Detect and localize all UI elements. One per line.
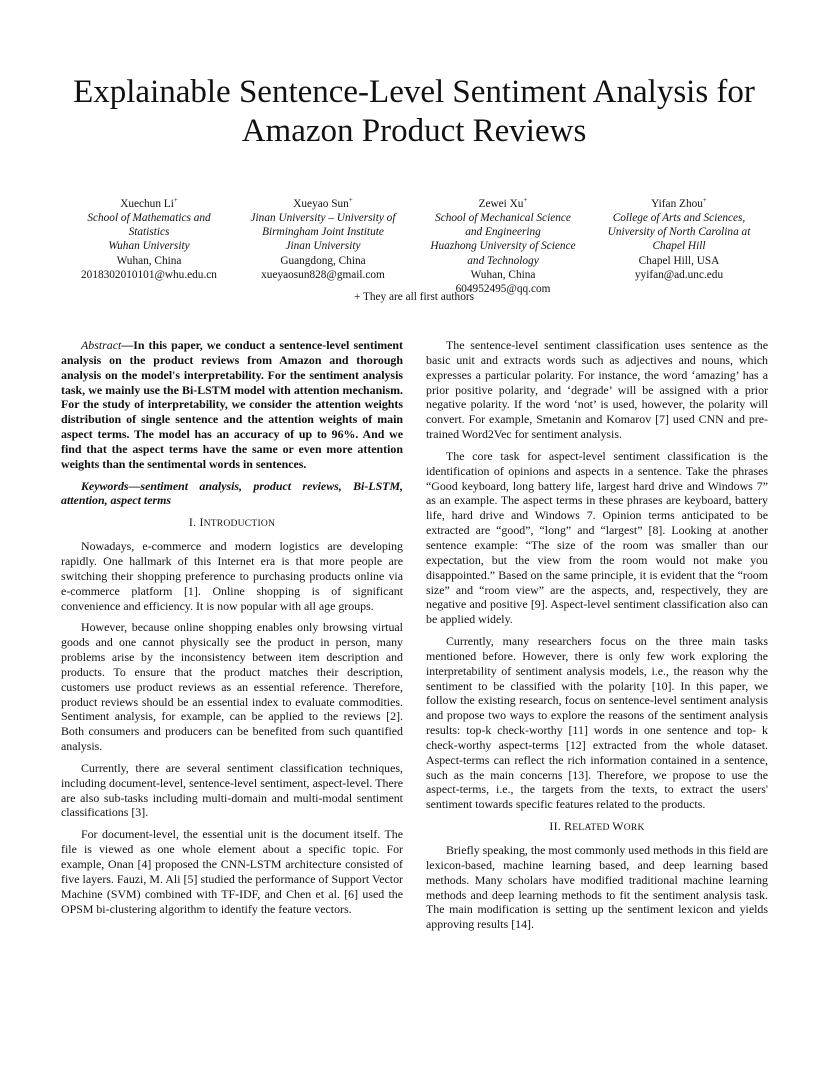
author-affiliation: School of Mathematics and: [87, 211, 211, 224]
abstract-label: Abstract: [81, 338, 122, 352]
author-name: Xueyao Sun: [293, 197, 349, 210]
author-affiliation: Wuhan University: [108, 240, 190, 253]
author-mark: +: [348, 196, 353, 204]
author-affiliation: Birmingham Joint Institute: [262, 226, 384, 239]
title-line-2: Amazon Product Reviews: [241, 113, 587, 149]
paragraph: Currently, many researchers focus on the three main tasks mentioned before. However, there is only few work exploring the interpretability of sentiment analysis models, i.e., the reason why the sentiment to be classified with the polarity [10]. In this paper, we follow the existing research, focus on sentence-level sentiment analysis and propose two ways to explore the reasons of the sentiment analysis results: top-k check-worthy [11] words in one sentence and top- k check-worthy aspect-terms [12] extracted from the whole dataset. Aspect-terms can reflect the rich information contained in a sentence, such as the main concerns [13]. Therefore, we propose to use the aspect-terms, i.e., the targets from the texts, to extract the users' sentiment towards specific features related to the products.: [426, 634, 768, 812]
paper-title: [40, 73, 788, 151]
paragraph: The sentence-level sentiment classification uses sentence as the basic unit and extracts words such as adjectives and nouns, which expresses a particular polarity. For instance, the word ‘amazing’ has a prior positive polarity, and ‘degrade’ will be assigned with a prior negative polarity. If the word ‘not’ is used, however, the polarity will convert. For example, Smetanin and Komarov [7] used CNN and pre-trained Word2Vec for sentiment analysis.: [426, 338, 768, 442]
author-affiliation: University of North Carolina at: [607, 226, 751, 239]
section-heading-introduction: I. INTRODUCTION: [188, 515, 276, 530]
paragraph: Currently, there are several sentiment classification techniques, including document-level, sentence-level sentiment, aspect-level. There are also sub-tasks including multi-domain and multi-modal sentiment classifications [3].: [61, 760, 403, 820]
author-mark: +: [702, 196, 707, 204]
author-3: [410, 193, 596, 296]
author-affiliation: and Engineering: [465, 226, 541, 239]
keywords-body: —sentiment analysis, product reviews, Bi-LSTM, attention, aspect terms: [61, 478, 403, 508]
author-mark: +: [523, 196, 528, 204]
paragraph: The core task for aspect-level sentiment classification is the identification of opinions and aspects in a sentence. Take the phrases “Good keyboard, long battery life, largest hard drive and Windows 7” as an example. The aspect terms in these phrases are keyboard, battery life, hard drive and Windows 7. Opinion terms anticipated to be extracted are “good”, “long” and “largest” [8]. Looking at another sentence example: “The size of the room was smaller than our expectation, but the view from the room would not make you disappointed.” Based on the same principle, it is evident that the “room size” and “room view” are the aspects, and, respectively, they are negative and positive [9]. Aspect-level sentiment classification also can be applied widely.: [426, 448, 768, 627]
author-affiliation: School of Mechanical Science: [435, 211, 571, 224]
author-location: Chapel Hill, USA: [638, 254, 720, 267]
author-affiliation: Huazhong University of Science: [430, 240, 576, 253]
author-name: Yifan Zhou: [651, 197, 703, 210]
author-location: Wuhan, China: [116, 254, 182, 267]
author-affiliation: and Technology: [467, 254, 539, 267]
keywords: [61, 479, 403, 509]
right-column: [426, 338, 768, 939]
author-affiliation: Chapel Hill: [652, 240, 706, 253]
author-block: [56, 193, 772, 295]
title-line-1: Explainable Sentence-Level Sentiment Analysis for: [73, 74, 755, 110]
author-affiliation: Jinan University: [285, 240, 361, 253]
paragraph: Briefly speaking, the most commonly used methods in this field are lexicon-based, machine learning based, and deep learning based methods. Many scholars have modified traditional machine learning methods and deep learning methods to fit the sentiment analysis task. The main modification is setting up the sentiment lexicon and yields approving results [14].: [426, 843, 768, 932]
paragraph: Nowadays, e-commerce and modern logistics are developing rapidly. One hallmark of this Internet era is that more people are switching their shopping preference to purchasing products online via e-commerce platform [1]. Online shopping is of significant convenience and efficiency. It is now popular with all age groups.: [61, 539, 403, 613]
author-name: Xuechun Li: [120, 197, 174, 210]
left-column: [61, 338, 403, 923]
abstract: [61, 338, 403, 472]
author-location: Guangdong, China: [280, 254, 366, 267]
abstract-body: —In this paper, we conduct a sentence-level sentiment analysis on the product reviews from Amazon and thorough analysis on the model's interpretability. For the sentiment analysis task, we mainly use the Bi-LSTM model with attention mechanism. For the study of interpretability, we consider the attention weights distribution of single sentence and the attention weights of main aspect terms. The model has an accuracy of up to 96%. And we find that the aspect terms have the same or even more attention weights than the sentimental words in sentences.: [61, 338, 403, 471]
author-name: Zewei Xu: [478, 197, 524, 210]
author-2: [230, 193, 416, 282]
author-email: xueyaosun828@gmail.com: [261, 268, 385, 281]
author-affiliation: College of Arts and Sciences,: [612, 211, 746, 224]
author-1: [56, 193, 242, 282]
paragraph: However, because online shopping enables only browsing virtual goods and one cannot physically see the product in person, many problems arise by the inconsistency between item description and products. To ensure that the product matches their description, customers use product reviews as an essential reference. Therefore, product reviews should be an essential index to evaluate commodities. Sentiment analysis, for example, can be applied to the reviews [2]. Both consumers and producers can be benefited from such quantified analysis.: [61, 620, 403, 754]
first-authors-note: + They are all first authors: [353, 291, 475, 303]
section-heading-related-work: II. RELATED WORK: [549, 819, 645, 834]
author-email: yyifan@ad.unc.edu: [634, 268, 724, 281]
author-4: [586, 193, 772, 282]
author-email: 604952495@qq.com: [455, 282, 551, 295]
author-affiliation: Statistics: [128, 226, 170, 239]
paragraph: For document-level, the essential unit is the document itself. The file is viewed as one whole element about a specific topic. For example, Onan [4] proposed the CNN-LSTM architecture consisted of five layers. Fauzi, M. Ali [5] studied the performance of Support Vector Machine (SVM) combined with TF-IDF, and Chen et al. [6] used the OPSM bi-clustering algorithm to identify the feature vectors.: [61, 827, 403, 916]
author-affiliation: Jinan University – University of: [250, 211, 396, 224]
author-email: 2018302010101@whu.edu.cn: [81, 268, 217, 281]
author-mark: +: [173, 196, 178, 204]
keywords-label: Keywords: [81, 478, 129, 493]
author-location: Wuhan, China: [470, 268, 536, 281]
